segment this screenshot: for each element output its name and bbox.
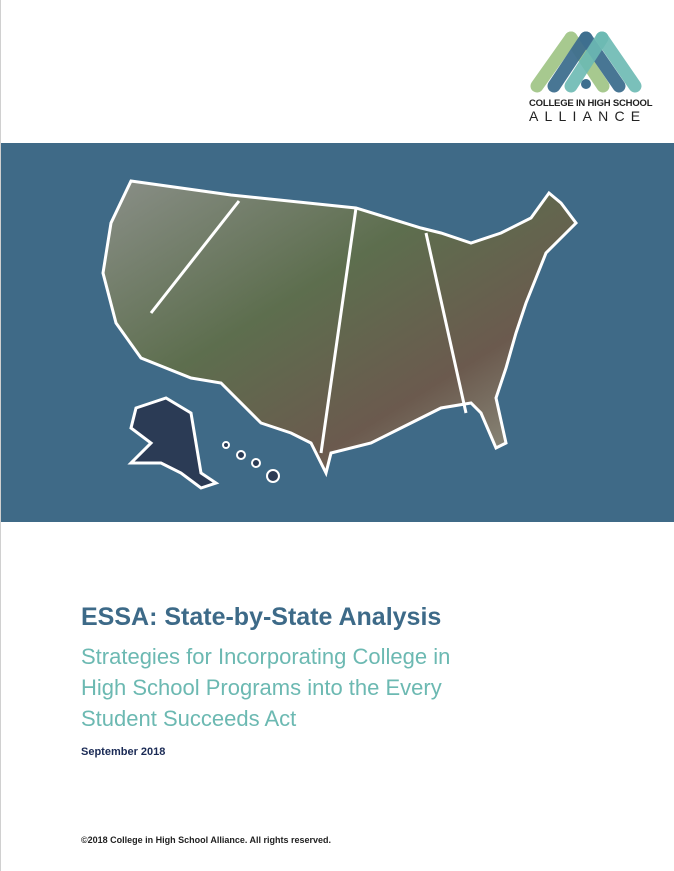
- logo-text-line1: COLLEGE IN HIGH SCHOOL: [529, 98, 653, 109]
- logo-mark-icon: [529, 28, 644, 94]
- us-map-photo-collage: [1, 143, 674, 522]
- logo-text-line2: ALLIANCE: [529, 108, 647, 124]
- document-subtitle: Strategies for Incorporating College in High School Programs into the Every Student Succeeds Act: [81, 644, 451, 731]
- publication-date: September 2018: [81, 746, 166, 758]
- hawaii-shape: [223, 442, 279, 482]
- organization-logo: [529, 28, 653, 124]
- alaska-shape: [131, 398, 216, 488]
- copyright-footer: ©2018 College in High School Alliance. All rights reserved.: [81, 835, 332, 845]
- cover-banner: [1, 143, 674, 522]
- document-title: ESSA: State-by-State Analysis: [81, 603, 442, 631]
